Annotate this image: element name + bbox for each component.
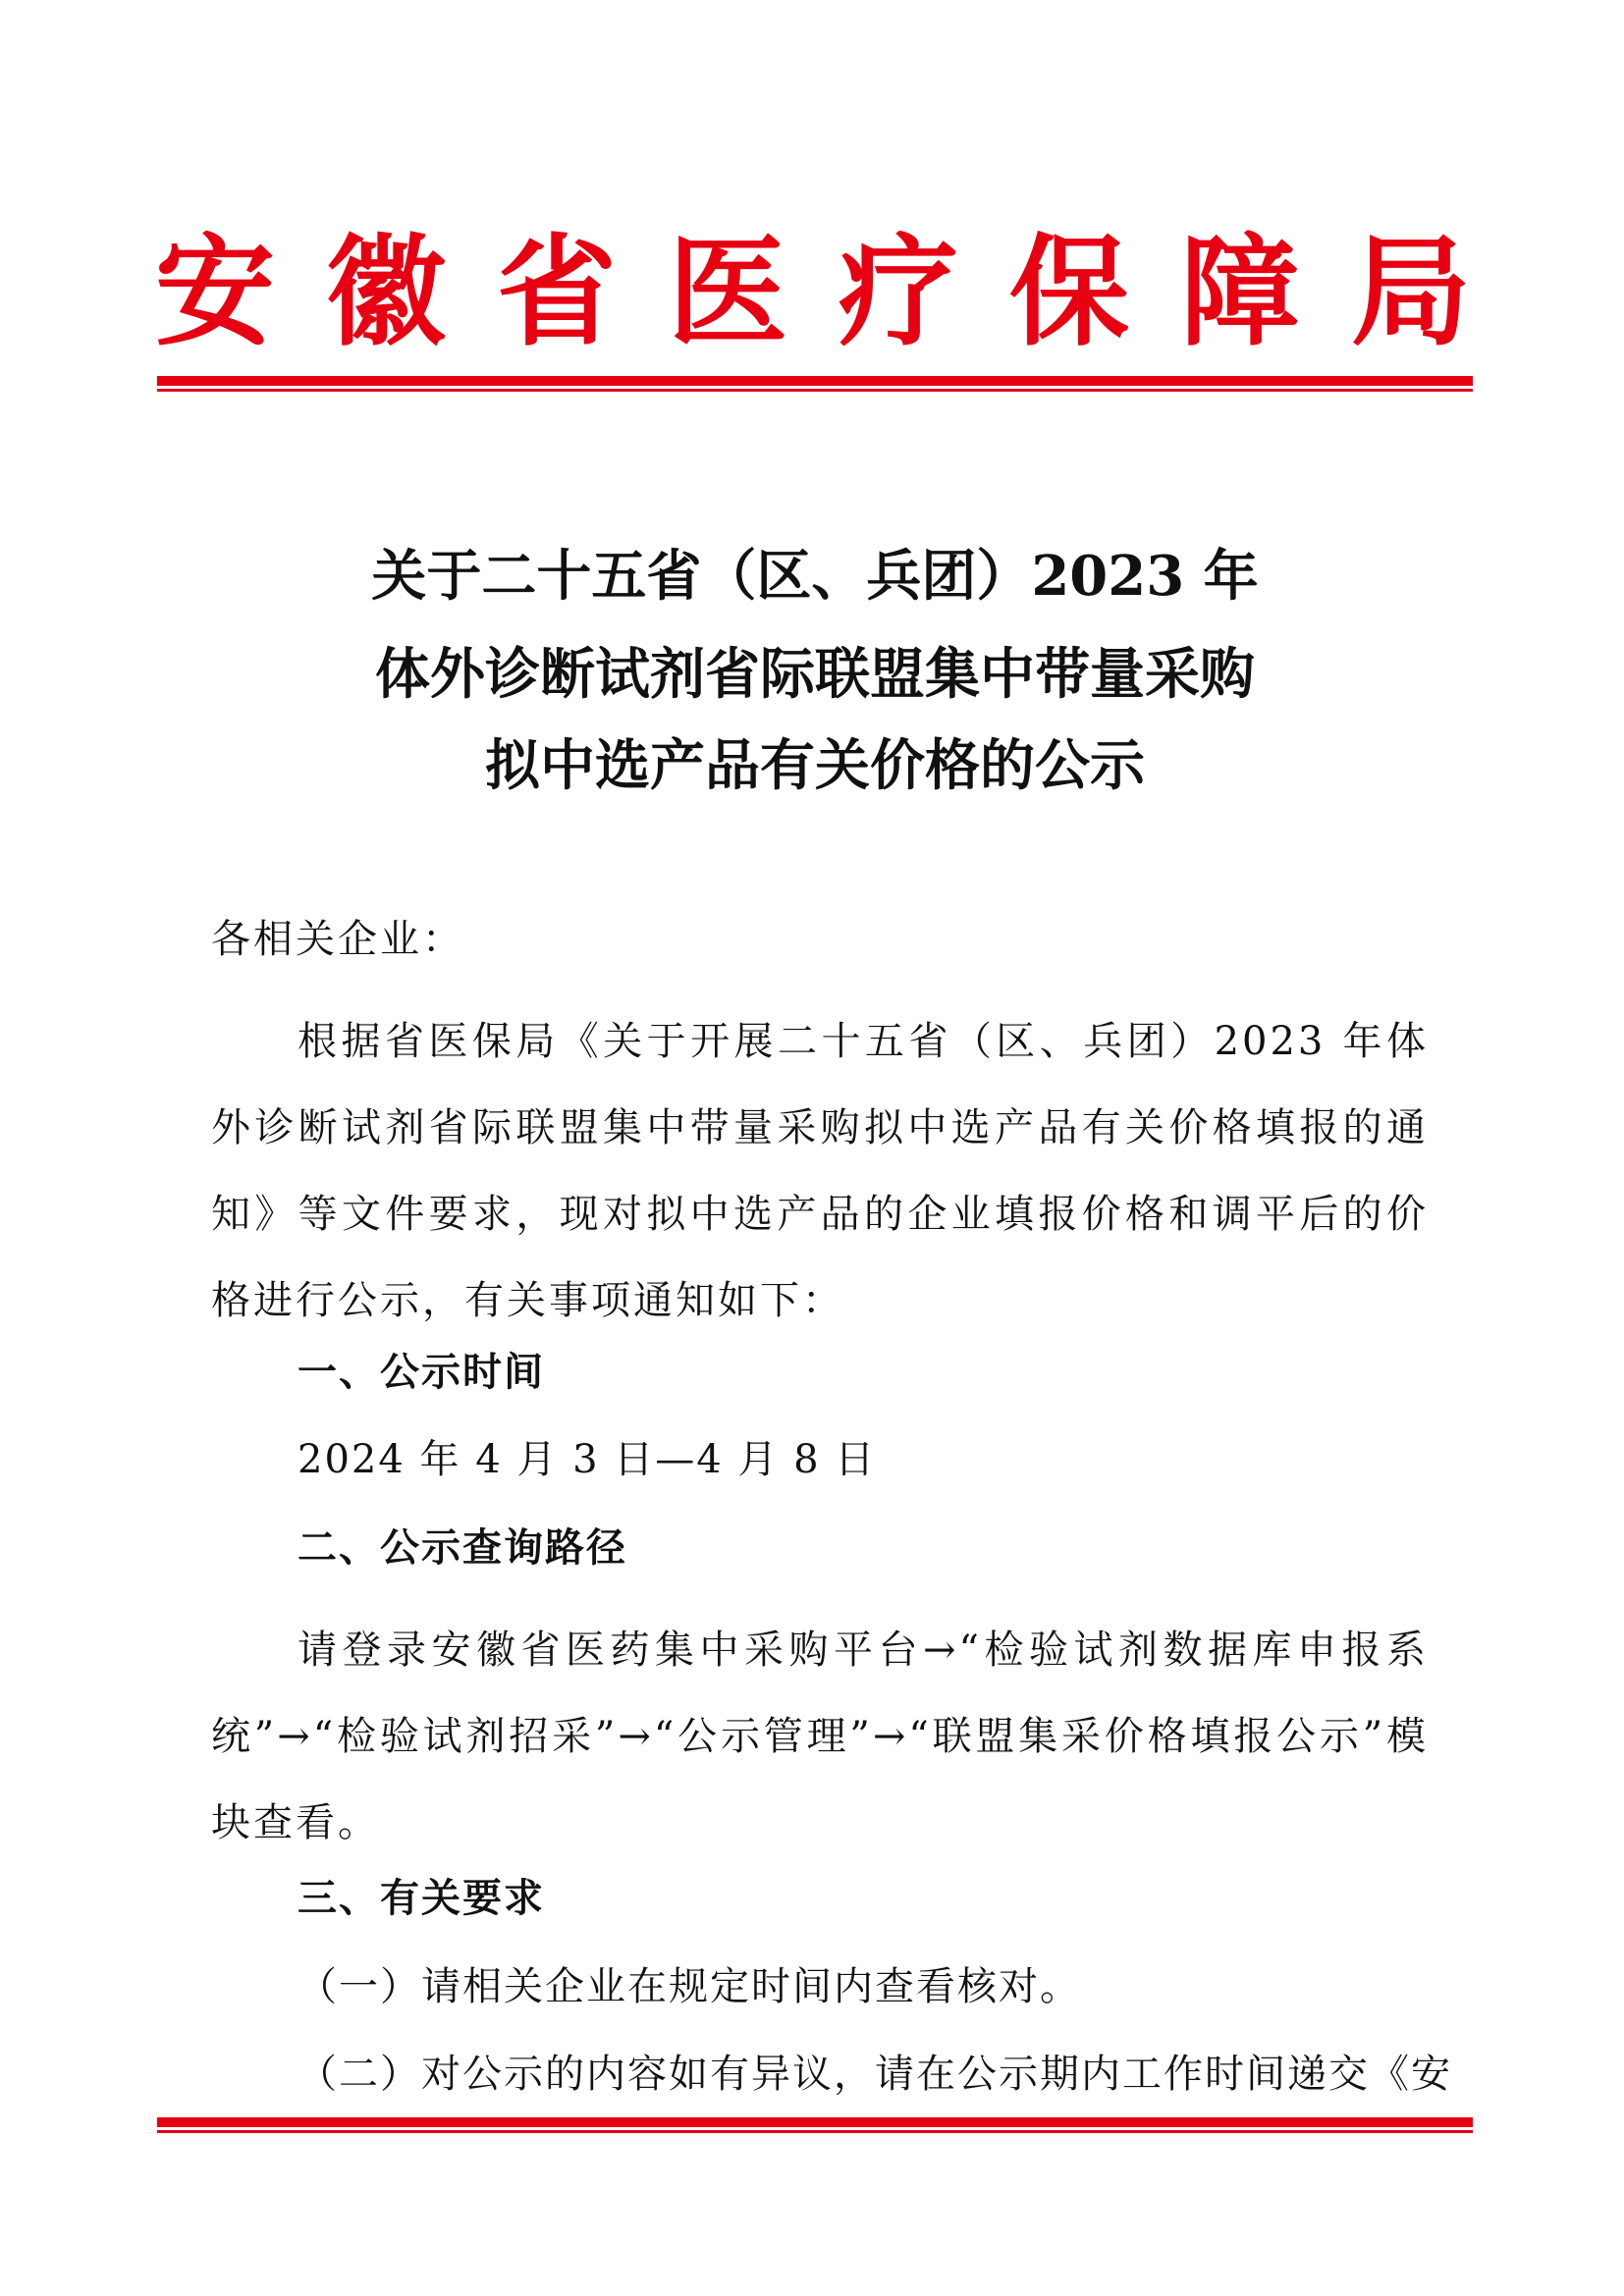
agency-header-char: 保 bbox=[1009, 221, 1129, 362]
agency-header-char: 疗 bbox=[839, 221, 958, 362]
query-path-paragraph: 请登录安徽省医药集中采购平台→“检验试剂数据库申报系统”→“检验试剂招采”→“公示管理”→“联盟集采价格填报公示”模块查看。 bbox=[211, 1628, 1429, 1845]
agency-header bbox=[155, 221, 1471, 362]
doc-title-line-3: 拟中选产品有关价格的公示 bbox=[485, 733, 1145, 798]
agency-header-char: 省 bbox=[497, 221, 617, 362]
requirement-item-2: （二）对公示的内容如有异议，请在公示期内工作时间递交《安 bbox=[298, 2052, 1452, 2097]
intro-paragraph: 根据省医保局《关于开展二十五省（区、兵团）2023 年体外诊断试剂省际联盟集中带量采购拟中选产品有关价格填报的通知》等文件要求，现对拟中选产品的企业填报价格和调平后的价格进行公示，有关事项通知如下： bbox=[211, 1019, 1429, 1323]
agency-header-char: 安 bbox=[155, 221, 275, 362]
salutation: 各相关企业： bbox=[211, 917, 464, 962]
requirement-item-1: （一）请相关企业在规定时间内查看核对。 bbox=[298, 1964, 1081, 2009]
agency-header-char: 局 bbox=[1351, 221, 1471, 362]
agency-header-char: 医 bbox=[668, 221, 787, 362]
doc-title-line-1: 关于二十五省（区、兵团）2023 年 bbox=[371, 544, 1259, 609]
agency-header-char: 障 bbox=[1180, 221, 1300, 362]
section-heading-time: 一、公示时间 bbox=[298, 1350, 545, 1395]
section-heading-requirements: 三、有关要求 bbox=[298, 1876, 545, 1921]
header-divider-thin bbox=[157, 389, 1473, 392]
agency-header-char: 徽 bbox=[326, 221, 446, 362]
header-divider-thick bbox=[157, 376, 1473, 386]
footer-divider-thick bbox=[157, 2117, 1473, 2127]
footer-divider-thin bbox=[157, 2130, 1473, 2133]
doc-title-line-2: 体外诊断试剂省际联盟集中带量采购 bbox=[375, 642, 1255, 707]
section-heading-query-path: 二、公示查询路径 bbox=[298, 1525, 627, 1571]
publicity-date-range: 2024 年 4 月 3 日—4 月 8 日 bbox=[298, 1437, 877, 1482]
